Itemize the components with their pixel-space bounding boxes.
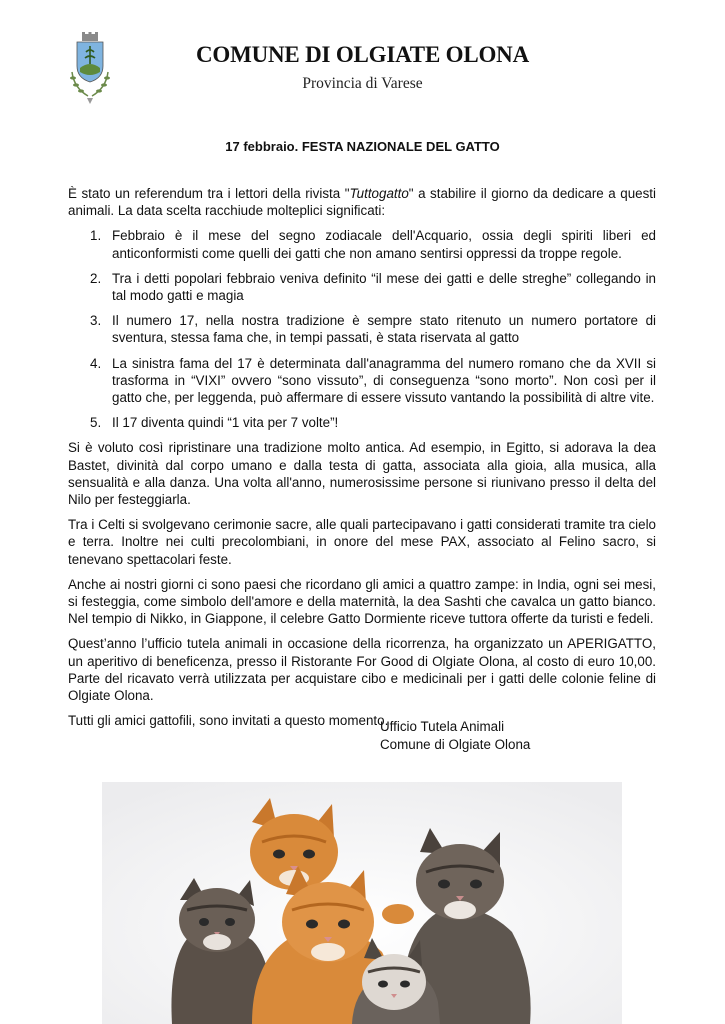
- meanings-list: [68, 227, 656, 431]
- intro-paragraph: È stato un referendum tra i lettori della rivista "Tuttogatto" a stabilire il giorno da dedicare a questi animali. La data scelta racchiude molteplici significati:: [68, 186, 656, 219]
- list-item: 3. Il numero 17, nella nostra tradizione è sempre stato ritenuto un numero portatore di sventura, stessa fama che, in tempi passati, è stata riservata al gatto: [90, 313, 656, 346]
- province-subtitle: Provincia di Varese: [302, 75, 423, 92]
- paragraph-invitation: Tutti gli amici gattofili, sono invitati a questo momento.: [68, 713, 389, 729]
- paragraph-aperigatto: Quest’anno l’ufficio tutela animali in occasione della ricorrenza, ha organizzato un APERIGATTO, un aperitivo di beneficenza, presso il Ristorante For Good di Olgiate Olona, al costo di euro 10,00. Parte del ricavato verrà utilizzata per acquistare cibo e medicinali per i gatti delle colonie feline di Olgiate Olona.: [68, 636, 656, 704]
- list-item: 1. Febbraio è il mese del segno zodiacale dell'Acquario, ossia degli spiriti liberi ed anticonformisti come quelli dei gatti che non amano sentirsi oppressi da troppe regole.: [90, 228, 656, 261]
- signature-office: Ufficio Tutela Animali: [380, 719, 505, 734]
- document-body: [68, 185, 656, 737]
- list-item: 2. Tra i detti popolari febbraio veniva definito “il mese dei gatti e delle streghe” collegando in tal modo gatti e magia: [90, 270, 656, 304]
- paragraph-egypt: Si è voluto così ripristinare una tradizione molto antica. Ad esempio, in Egitto, si adorava la dea Bastet, divinità dal corpo umano e dalla testa di gatta, associata alla gioia, alla musica, alla sensualità e alla danza. Una volta all'anno, numerosissime persone si riunivano presso il delta del Nilo per festeggiarla.: [68, 440, 656, 508]
- list-item: 5. Il 17 diventa quindi “1 vita per 7 volte”!: [90, 415, 339, 431]
- paragraph-modern: Anche ai nostri giorni ci sono paesi che ricordano gli amici a quattro zampe: in India, ogni sei mesi, si festeggia, come simbolo dell'amore e della maternità, la dea Sashti che cavalca un gatto bianco. Nel tempio di Nikko, in Giappone, il celebre Gatto Dormiente riceve tuttora offerte da turisti e fedeli.: [68, 576, 656, 627]
- list-item: 4. La sinistra fama del 17 è determinata dall'anagramma del numero romano che da XVII si trasforma in “VIXI” ovvero “sono vissuto”, di conseguenza “sono morto”. Non così per il gatto che, per leggenda, può affermare di essere vissuto vantando la possibilità di altre vite.: [90, 355, 656, 406]
- municipality-title: COMUNE DI OLGIATE OLONA: [196, 42, 529, 67]
- magazine-name: Tuttogatto: [349, 186, 409, 201]
- document-heading: 17 febbraio. FESTA NAZIONALE DEL GATTO: [225, 139, 500, 154]
- signature-block: [380, 718, 530, 754]
- signature-municipality: Comune di Olgiate Olona: [380, 737, 531, 752]
- kittens-photo: [102, 782, 622, 1024]
- paragraph-celts: Tra i Celti si svolgevano cerimonie sacre, alle quali partecipavano i gatti considerati tramite tra cielo e terra. Inoltre nei culti precolombiani, in onore del mese PAX, associato al Felino sacro, si tenevano spettacolari feste.: [68, 517, 656, 567]
